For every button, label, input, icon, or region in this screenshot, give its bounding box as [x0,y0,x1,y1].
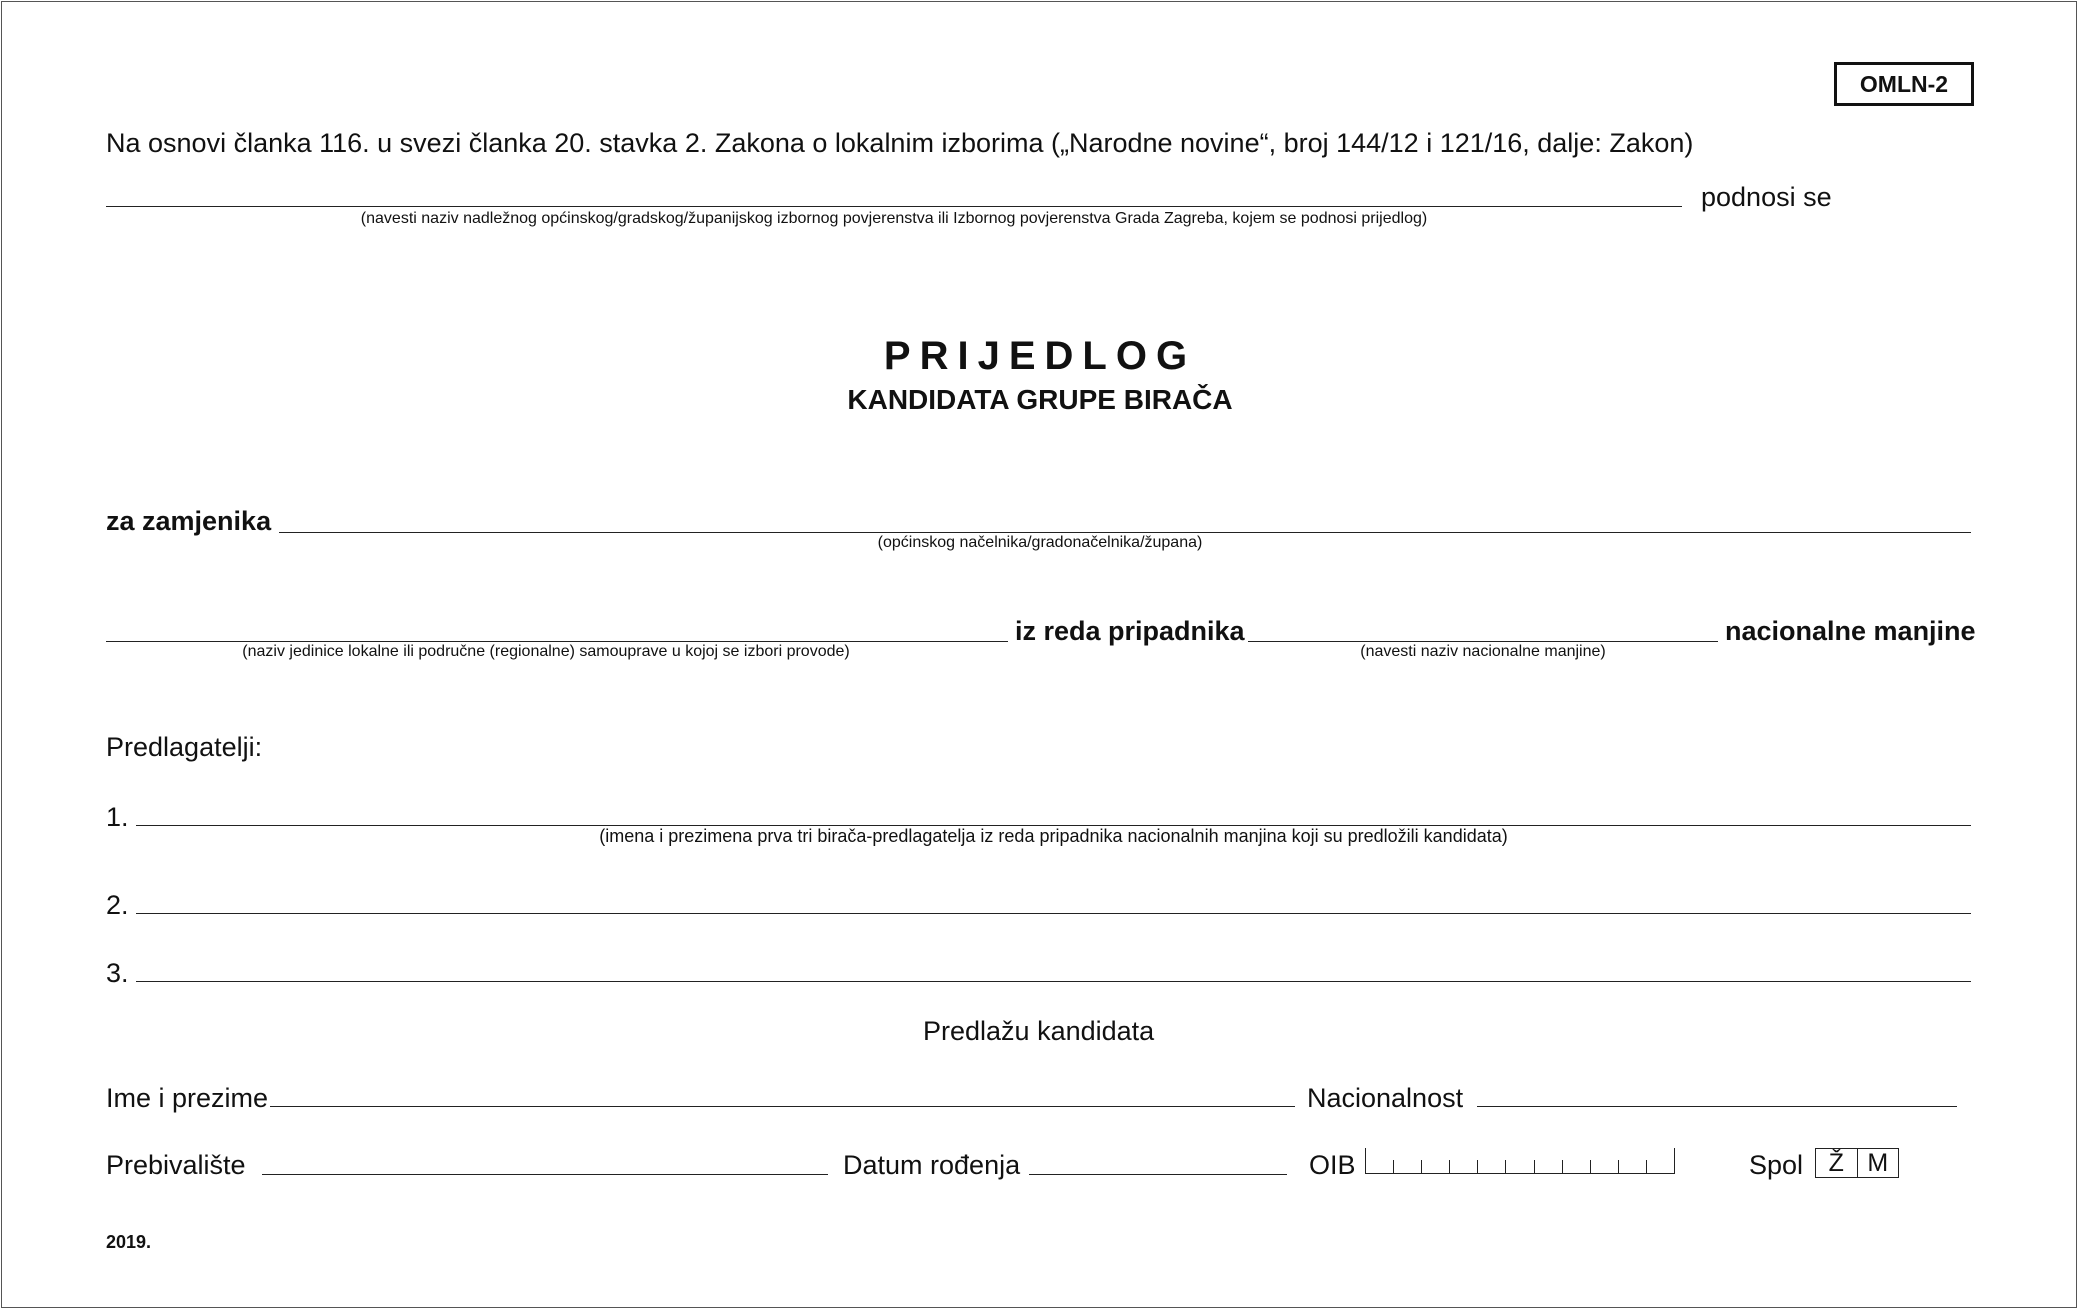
gender-option-male[interactable]: M [1867,1148,1889,1177]
deputy-field[interactable] [279,532,1971,533]
oib-field[interactable] [1365,1148,1675,1174]
unit-field[interactable] [106,641,1008,642]
nationality-field[interactable] [1477,1106,1957,1107]
birthdate-field[interactable] [1029,1174,1287,1175]
proposers-label: Predlagatelji: [106,732,263,762]
from-members-label: iz reda pripadnika [1015,616,1245,646]
gender-label: Spol [1749,1150,1804,1180]
minority-field[interactable] [1248,641,1718,642]
commission-field[interactable] [106,206,1682,207]
gender-selector[interactable] [1815,1148,1899,1178]
deputy-hint: (općinskog načelnika/gradonačelnika/župana) [877,534,1203,551]
residence-label: Prebivalište [106,1150,246,1180]
proposer-number: 1. [106,802,129,832]
name-label: Ime i prezime [106,1083,269,1113]
deputy-label: za zamjenika [106,506,272,536]
intro-text: Na osnovi članka 116. u svezi članka 20. stavka 2. Zakona o lokalnim izborima („Narodne novine“, broj 144/12 i 121/16, dalje: Zakon) [106,128,1694,158]
proposers-hint: (imena i prezimena prva tri birača-predlagatelja iz reda pripadnika nacionalnih manjina koji su predložili kandidata) [599,826,1508,846]
proposer-2-field[interactable] [136,913,1971,914]
birthdate-label: Datum rođenja [843,1150,1021,1180]
document-title: PRIJEDLOG [883,334,1197,378]
unit-hint: (naziv jedinice lokalne ili područne (regionalne) samouprave u kojoj se izbori provode) [242,643,850,660]
submits-label: podnosi se [1701,182,1832,212]
minority-hint: (navesti naziv nacionalne manjine) [1360,643,1606,660]
gender-option-female[interactable]: Ž [1816,1149,1858,1177]
oib-label: OIB [1309,1150,1356,1180]
nationality-label: Nacionalnost [1307,1083,1464,1113]
document-subtitle: KANDIDATA GRUPE BIRAČA [847,384,1233,415]
residence-field[interactable] [262,1174,828,1175]
name-field[interactable] [270,1106,1295,1107]
proposer-3-field[interactable] [136,981,1971,982]
commission-hint: (navesti naziv nadležnog općinskog/gradskog/županijskog izbornog povjerenstva ili Izbornog povjerenstva Grada Zagreba, kojem se podnosi prijedlog) [360,210,1428,227]
proposer-number: 2. [106,890,129,920]
year-label: 2019. [106,1232,152,1252]
propose-candidate-label: Predlažu kandidata [923,1016,1155,1046]
proposer-number: 3. [106,958,129,988]
minority-label: nacionalne manjine [1725,616,1976,646]
form-code-badge: OMLN-2 [1834,62,1974,106]
